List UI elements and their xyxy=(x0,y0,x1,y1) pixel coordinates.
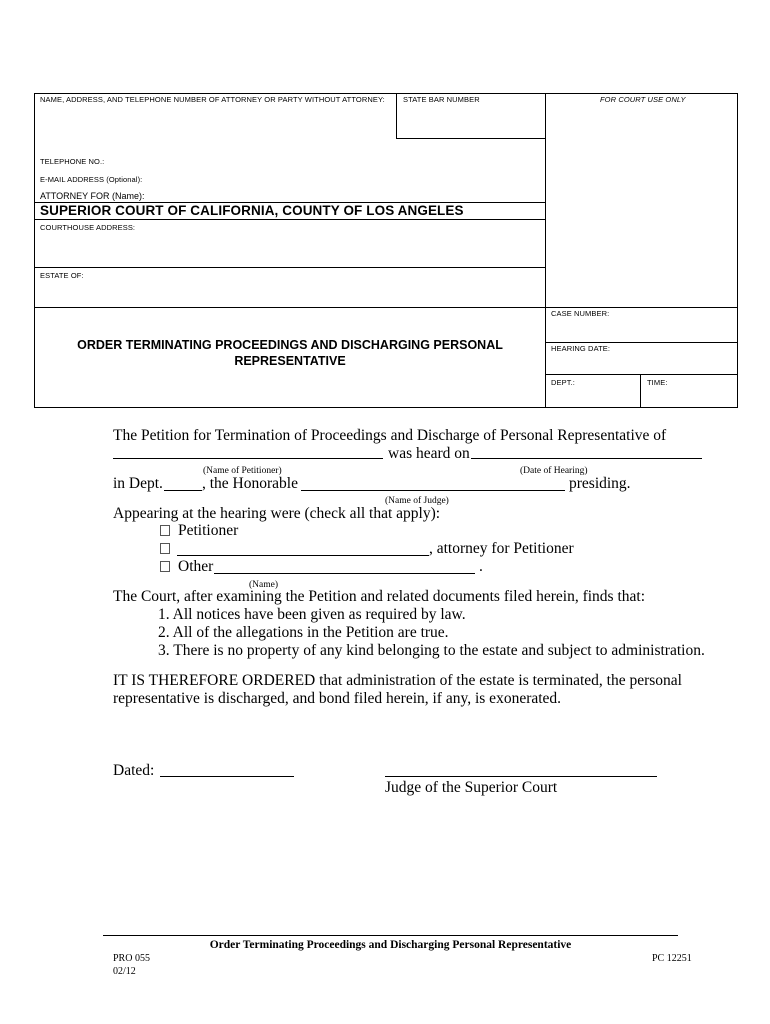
footer-rule xyxy=(103,935,678,936)
courthouse-label: COURTHOUSE ADDRESS: xyxy=(40,223,136,232)
finding-2: 2. All of the allegations in the Petition are true. xyxy=(158,624,449,641)
ordered-line2: representative is discharged, and bond filed herein, if any, is exonerated. xyxy=(113,690,562,707)
attorney-checkbox[interactable] xyxy=(160,543,170,554)
court-use-box xyxy=(545,93,738,308)
footer-title: Order Terminating Proceedings and Discharging Personal Representative xyxy=(209,939,572,951)
other-option-label: Other xyxy=(178,558,214,575)
other-period: . xyxy=(479,558,483,575)
time-label: TIME: xyxy=(647,378,668,387)
email-label: E-MAIL ADDRESS (Optional): xyxy=(40,175,143,184)
hearing-date-blank[interactable] xyxy=(471,458,702,459)
option-petitioner xyxy=(160,522,238,540)
divider-court-name xyxy=(34,219,546,220)
dept-label: DEPT.: xyxy=(551,378,575,387)
code-reference: PC 12251 xyxy=(652,953,692,964)
attorney-option-label: , attorney for Petitioner xyxy=(429,540,574,557)
in-dept-label: in Dept. xyxy=(113,475,163,492)
form-title-line1: ORDER TERMINATING PROCEEDINGS AND DISCHARGING PERSONAL xyxy=(77,338,503,352)
attorney-for-label: ATTORNEY FOR (Name): xyxy=(40,191,145,201)
petitioner-name-blank[interactable] xyxy=(113,458,383,459)
court-use-label: FOR COURT USE ONLY xyxy=(600,95,686,104)
finding-3: 3. There is no property of any kind belonging to the estate and subject to administration. xyxy=(158,642,705,659)
attorney-label: NAME, ADDRESS, AND TELEPHONE NUMBER OF ATTORNEY OR PARTY WITHOUT ATTORNEY: xyxy=(40,95,385,104)
petitioner-checkbox[interactable] xyxy=(160,525,170,536)
was-heard-on: was heard on xyxy=(388,445,470,462)
presiding-label: presiding. xyxy=(569,475,631,492)
form-title-line2: REPRESENTATIVE xyxy=(234,354,346,368)
dept-blank[interactable] xyxy=(164,490,202,491)
case-number-label: CASE NUMBER: xyxy=(551,309,610,318)
judge-signature-label: Judge of the Superior Court xyxy=(385,779,558,796)
form-revision: 02/12 xyxy=(113,966,136,977)
form-title xyxy=(34,337,546,369)
state-bar-label: STATE BAR NUMBER xyxy=(403,95,480,104)
name-of-petitioner-caption: (Name of Petitioner) xyxy=(203,466,282,476)
dated-blank[interactable] xyxy=(160,776,294,777)
intro-line: The Petition for Termination of Proceedings and Discharge of Personal Representative of xyxy=(113,427,667,444)
divider-courthouse xyxy=(34,267,546,268)
name-caption: (Name) xyxy=(249,580,279,590)
form-code: PRO 055 xyxy=(113,953,150,964)
option-attorney xyxy=(160,540,178,558)
date-of-hearing-caption: (Date of Hearing) xyxy=(520,466,588,476)
appearing-label: Appearing at the hearing were (check all that apply): xyxy=(113,505,441,522)
estate-label: ESTATE OF: xyxy=(40,271,84,280)
the-honorable-label: , the Honorable xyxy=(202,475,298,492)
finding-1: 1. All notices have been given as required by law. xyxy=(158,606,466,623)
other-name-blank[interactable] xyxy=(214,573,475,574)
name-of-judge-caption: (Name of Judge) xyxy=(385,496,449,506)
findings-intro: The Court, after examining the Petition and related documents filed herein, finds that: xyxy=(113,588,646,605)
judge-signature-line[interactable] xyxy=(385,776,657,777)
option-other xyxy=(160,558,213,576)
court-name: SUPERIOR COURT OF CALIFORNIA, COUNTY OF LOS ANGELES xyxy=(40,203,464,218)
other-checkbox[interactable] xyxy=(160,561,170,572)
telephone-label: TELEPHONE NO.: xyxy=(40,157,105,166)
hearing-date-label: HEARING DATE: xyxy=(551,344,611,353)
ordered-line1: IT IS THEREFORE ORDERED that administration of the estate is terminated, the personal xyxy=(113,672,682,689)
judge-name-blank[interactable] xyxy=(301,490,565,491)
petitioner-option-label: Petitioner xyxy=(178,522,239,539)
dated-label: Dated: xyxy=(113,762,155,779)
attorney-name-blank[interactable] xyxy=(177,555,429,556)
